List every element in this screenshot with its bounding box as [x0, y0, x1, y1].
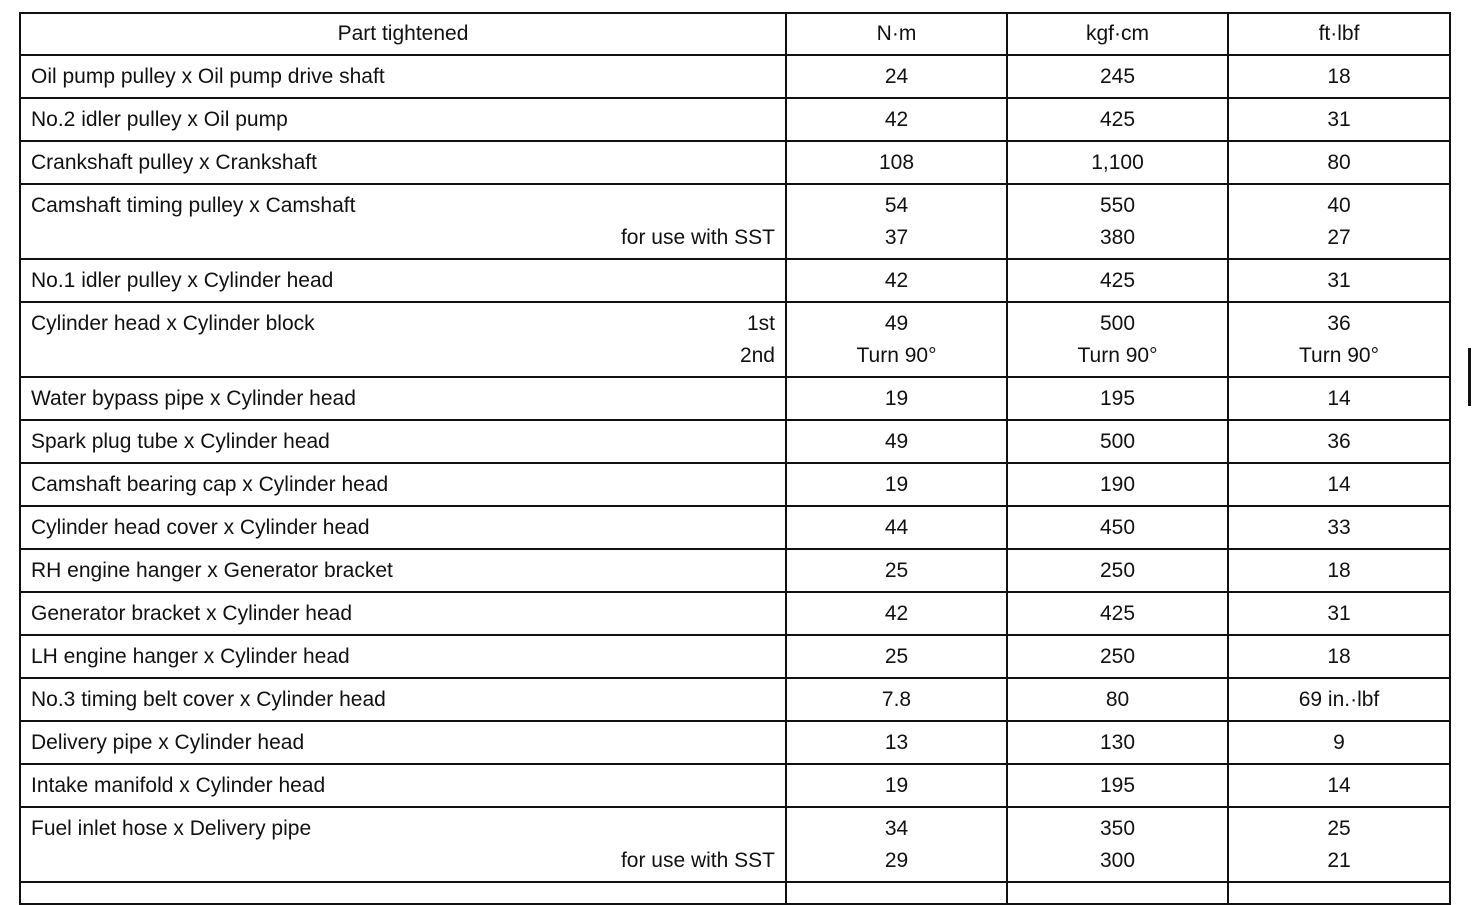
part-cell: Intake manifold x Cylinder head [20, 764, 786, 807]
kgfcm-value-step2: Turn 90° [1077, 343, 1158, 367]
nm-cell: 49 [786, 420, 1007, 463]
ftlbf-cell: 14 [1228, 764, 1450, 807]
ftlbf-cell: 69 in.·lbf [1228, 678, 1450, 721]
table-row [20, 377, 1450, 420]
nm-cell [786, 184, 1007, 259]
table-row [20, 259, 1450, 302]
table-row [20, 506, 1450, 549]
ftlbf-cell: 80 [1228, 141, 1450, 184]
kgfcm-cell: 250 [1007, 635, 1228, 678]
nm-value-sst: 29 [884, 848, 909, 872]
nm-cell [786, 882, 1007, 904]
part-cell [20, 807, 786, 882]
kgfcm-cell: 425 [1007, 592, 1228, 635]
nm-value: 54 [884, 193, 909, 217]
torque-spec-sheet [19, 12, 1451, 905]
part-cell: Generator bracket x Cylinder head [20, 592, 786, 635]
nm-cell: 42 [786, 259, 1007, 302]
kgfcm-cell: 195 [1007, 764, 1228, 807]
part-cell: Delivery pipe x Cylinder head [20, 721, 786, 764]
nm-cell: 19 [786, 463, 1007, 506]
ftlbf-cell: 36 [1228, 420, 1450, 463]
table-row [20, 764, 1450, 807]
part-label: Fuel inlet hose x Delivery pipe [31, 816, 312, 840]
nm-value-step2: Turn 90° [856, 343, 937, 367]
ftlbf-cell [1228, 302, 1450, 377]
margin-mark [1468, 348, 1471, 406]
table-row [20, 302, 1450, 377]
ftlbf-cell: 18 [1228, 55, 1450, 98]
kgfcm-cell: 425 [1007, 259, 1228, 302]
header-part-tightened: Part tightened [20, 13, 786, 55]
kgfcm-cell [1007, 184, 1228, 259]
kgfcm-cell [1007, 302, 1228, 377]
part-cell: Cylinder head cover x Cylinder head [20, 506, 786, 549]
part-label: Cylinder head x Cylinder block [31, 311, 315, 335]
step-second-label: 2nd [739, 343, 775, 367]
ftlbf-value-sst: 21 [1327, 848, 1351, 872]
ftlbf-cell: 14 [1228, 463, 1450, 506]
kgfcm-cell: 450 [1007, 506, 1228, 549]
part-cell: Crankshaft pulley x Crankshaft [20, 141, 786, 184]
header-kgfcm: kgf·cm [1007, 13, 1228, 55]
table-row [20, 721, 1450, 764]
header-nm: N·m [786, 13, 1007, 55]
part-cell: Spark plug tube x Cylinder head [20, 420, 786, 463]
ftlbf-cell: 14 [1228, 377, 1450, 420]
part-cell: No.1 idler pulley x Cylinder head [20, 259, 786, 302]
kgfcm-cell: 250 [1007, 549, 1228, 592]
header-row [20, 13, 1450, 55]
ftlbf-value: 36 [1327, 311, 1351, 335]
part-cell: LH engine hanger x Cylinder head [20, 635, 786, 678]
ftlbf-cell: 31 [1228, 259, 1450, 302]
nm-cell: 25 [786, 549, 1007, 592]
ftlbf-cell: 31 [1228, 98, 1450, 141]
part-cell: RH engine hanger x Generator bracket [20, 549, 786, 592]
step-first-label: 1st [746, 311, 775, 335]
table-row [20, 549, 1450, 592]
nm-value: 34 [884, 816, 909, 840]
kgfcm-cell: 500 [1007, 420, 1228, 463]
table-row-cut-off [20, 882, 1450, 904]
kgfcm-value-sst: 300 [1099, 848, 1136, 872]
nm-cell [786, 302, 1007, 377]
sst-note: for use with SST [620, 225, 775, 249]
nm-cell: 108 [786, 141, 1007, 184]
ftlbf-cell [1228, 882, 1450, 904]
kgfcm-cell: 195 [1007, 377, 1228, 420]
kgfcm-value-sst: 380 [1099, 225, 1136, 249]
table-row [20, 463, 1450, 506]
table-row [20, 635, 1450, 678]
kgfcm-cell: 190 [1007, 463, 1228, 506]
ftlbf-value: 25 [1327, 816, 1351, 840]
table-row [20, 592, 1450, 635]
nm-cell: 25 [786, 635, 1007, 678]
table-row [20, 98, 1450, 141]
kgfcm-cell: 425 [1007, 98, 1228, 141]
kgfcm-cell [1007, 882, 1228, 904]
nm-cell: 24 [786, 55, 1007, 98]
ftlbf-cell: 31 [1228, 592, 1450, 635]
kgfcm-cell: 1,100 [1007, 141, 1228, 184]
sst-note: for use with SST [620, 848, 775, 872]
part-label: Camshaft timing pulley x Camshaft [31, 193, 356, 217]
nm-cell: 19 [786, 764, 1007, 807]
ftlbf-cell: 18 [1228, 635, 1450, 678]
nm-cell: 19 [786, 377, 1007, 420]
ftlbf-cell: 33 [1228, 506, 1450, 549]
nm-cell: 42 [786, 98, 1007, 141]
nm-cell [786, 807, 1007, 882]
part-cell: Water bypass pipe x Cylinder head [20, 377, 786, 420]
kgfcm-value: 350 [1099, 816, 1136, 840]
kgfcm-cell: 245 [1007, 55, 1228, 98]
ftlbf-value-sst: 27 [1327, 225, 1351, 249]
kgfcm-cell [1007, 807, 1228, 882]
nm-cell: 7.8 [786, 678, 1007, 721]
header-ftlbf: ft·lbf [1228, 13, 1450, 55]
part-cell [20, 882, 786, 904]
part-cell: No.3 timing belt cover x Cylinder head [20, 678, 786, 721]
table-row [20, 807, 1450, 882]
table-row [20, 55, 1450, 98]
nm-value-sst: 37 [884, 225, 909, 249]
kgfcm-value: 500 [1099, 311, 1136, 335]
ftlbf-cell [1228, 807, 1450, 882]
kgfcm-cell: 80 [1007, 678, 1228, 721]
table-row [20, 141, 1450, 184]
kgfcm-value: 550 [1099, 193, 1136, 217]
part-first-line [31, 308, 775, 340]
nm-value: 49 [884, 311, 909, 335]
part-cell: No.2 idler pulley x Oil pump [20, 98, 786, 141]
part-cell: Oil pump pulley x Oil pump drive shaft [20, 55, 786, 98]
torque-table [19, 12, 1451, 905]
part-cell: Camshaft bearing cap x Cylinder head [20, 463, 786, 506]
ftlbf-cell [1228, 184, 1450, 259]
kgfcm-cell: 130 [1007, 721, 1228, 764]
table-row [20, 420, 1450, 463]
part-cell [20, 184, 786, 259]
part-cell [20, 302, 786, 377]
nm-cell: 44 [786, 506, 1007, 549]
nm-cell: 42 [786, 592, 1007, 635]
nm-cell: 13 [786, 721, 1007, 764]
ftlbf-value: 40 [1327, 193, 1351, 217]
ftlbf-value-step2: Turn 90° [1299, 343, 1379, 367]
ftlbf-cell: 18 [1228, 549, 1450, 592]
table-row [20, 678, 1450, 721]
ftlbf-cell: 9 [1228, 721, 1450, 764]
table-row [20, 184, 1450, 259]
